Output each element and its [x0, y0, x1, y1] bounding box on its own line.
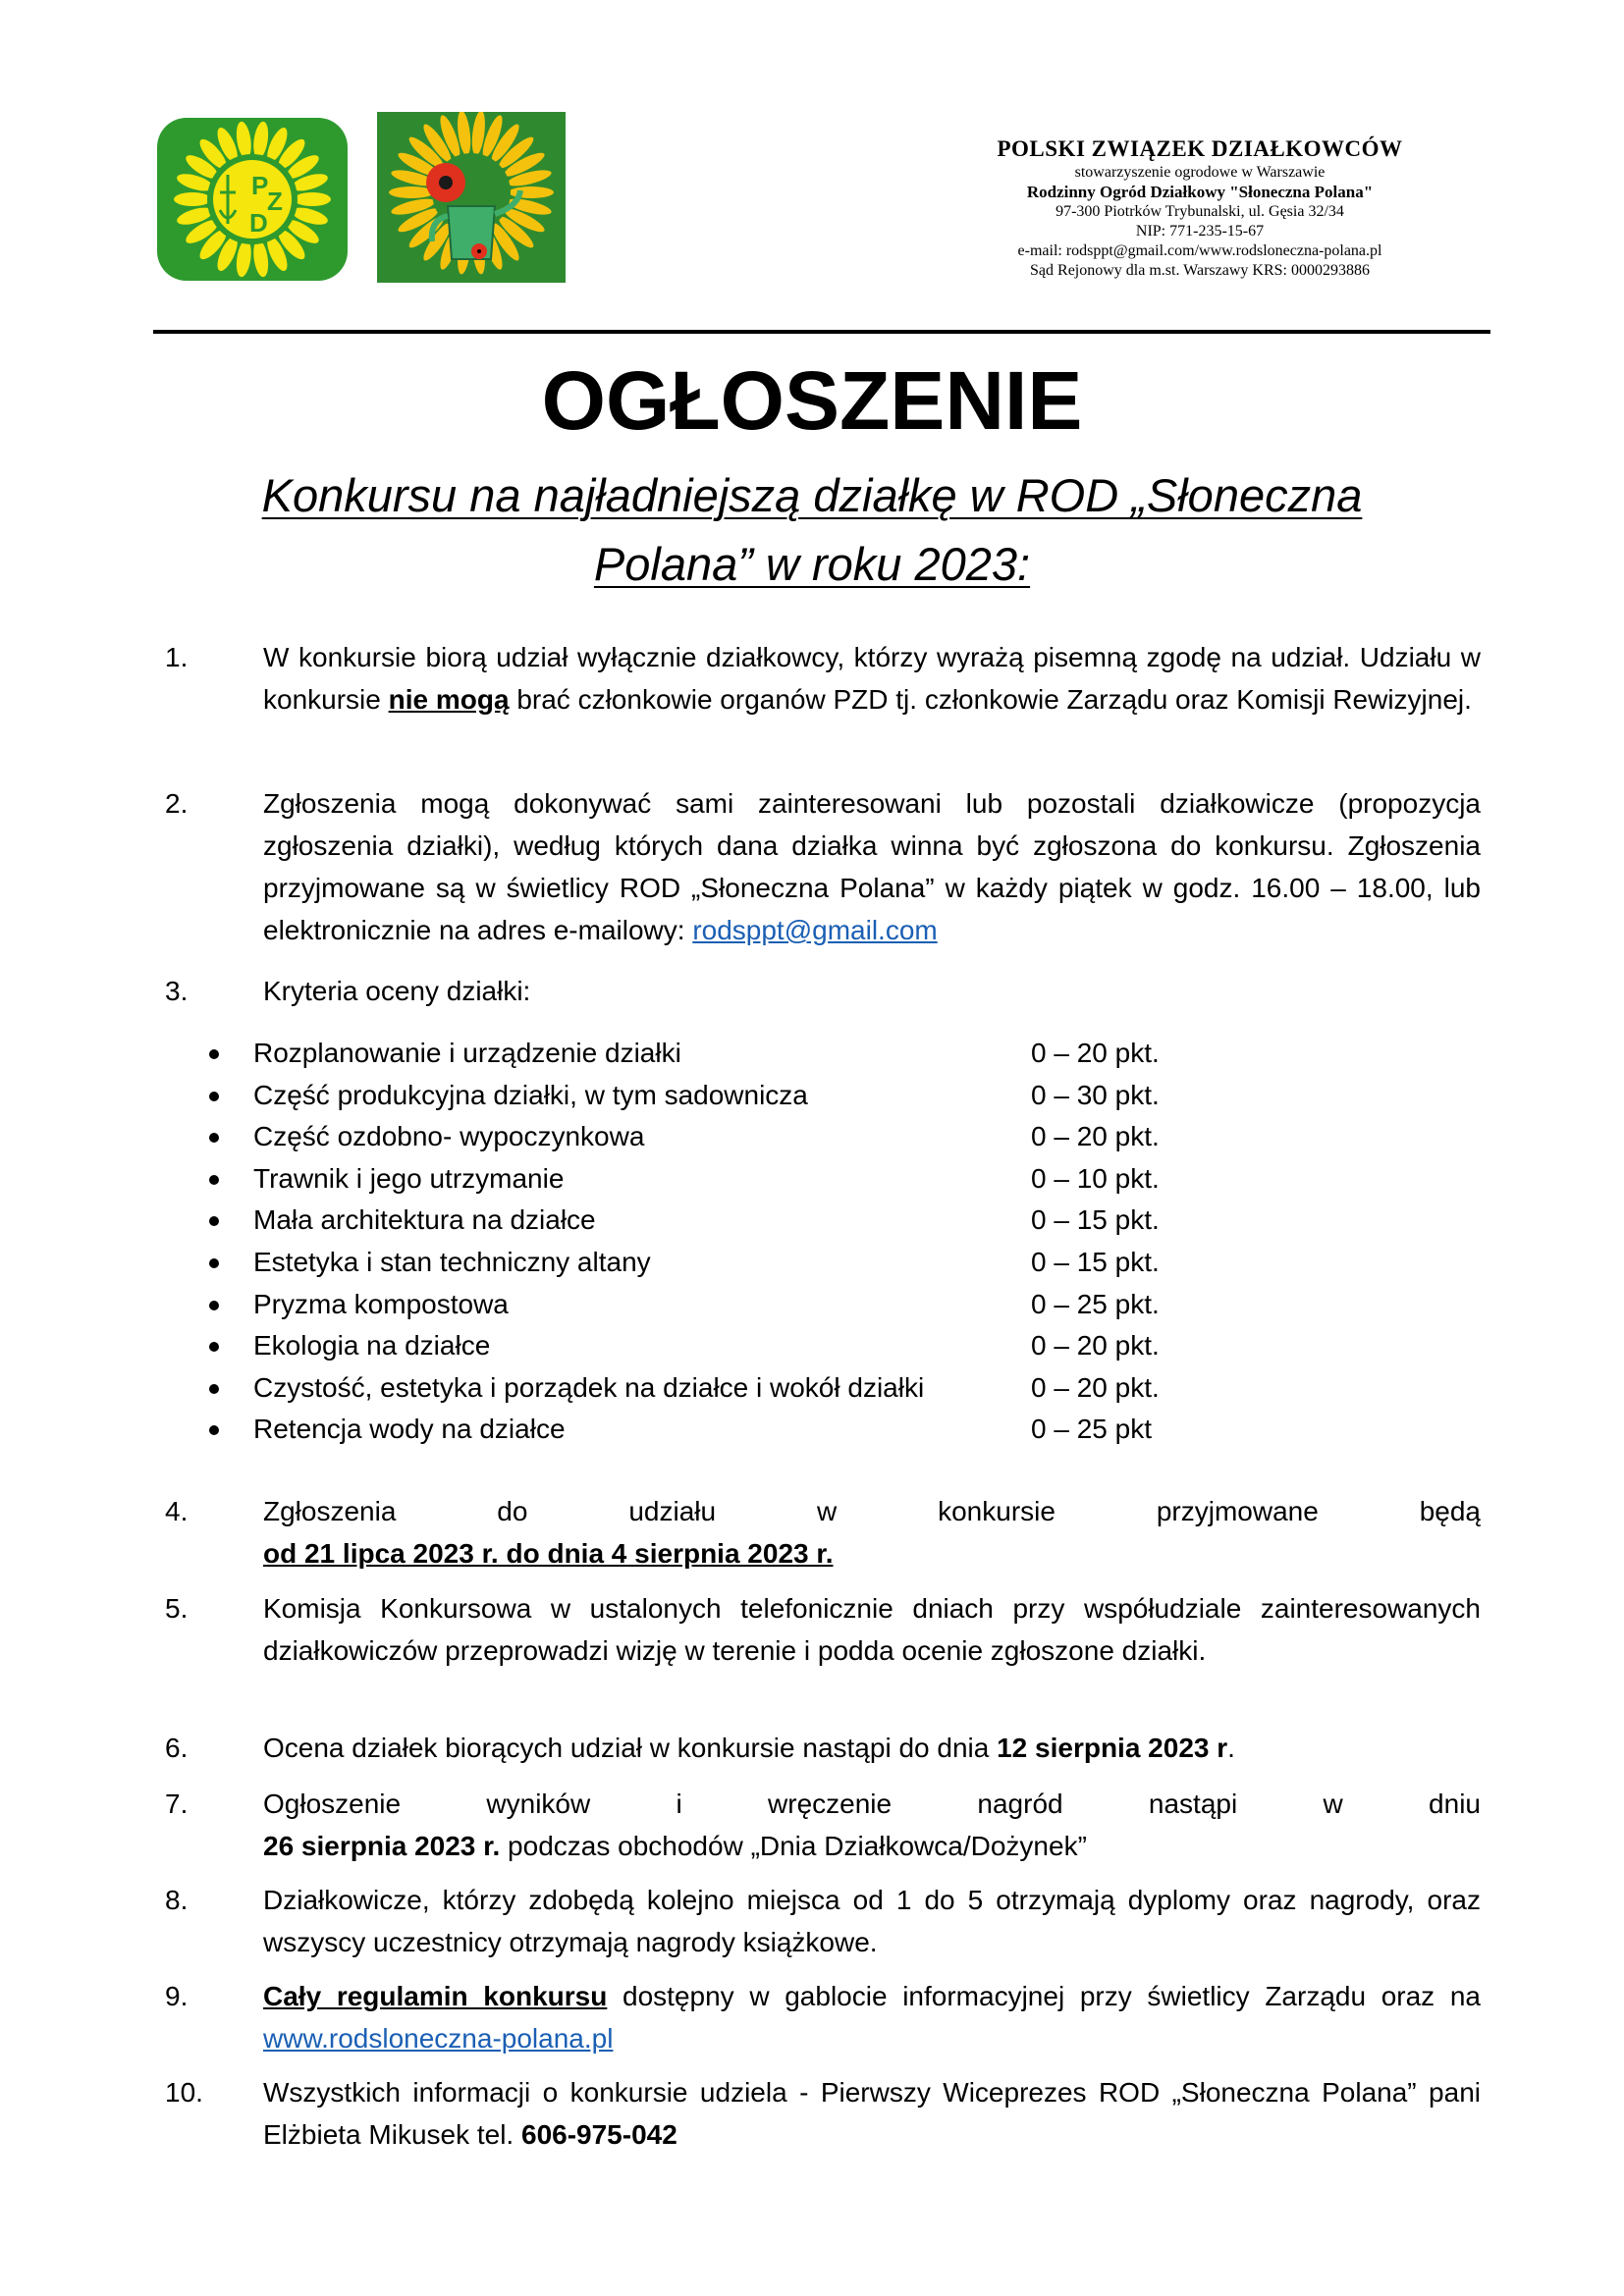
criteria-row [206, 1158, 1286, 1201]
criteria-points: 0 – 15 pkt. [1031, 1204, 1160, 1236]
item-text-part: W konkursie biorą udział wyłącznie działkowcy, którzy wyrażą pisemną zgodę na udział. Udziału w konkursie [263, 642, 1481, 715]
item-number: 3. [165, 976, 189, 1006]
website-link[interactable]: www.rodsloneczna-polana.pl [263, 2023, 614, 2054]
item-text-part: Zgłoszenia mogą dokonywać sami zainteresowani lub pozostali działkowicze (propozycja zgłoszenia działki), według których dana działka winna być zgłoszona do konkursu. Zgłoszenia przyjmowane są w świetlicy ROD „Słoneczna Polana” w każdy piątek w godz. 16.00 – 18.00, lub elektronicznie na adres e-mailowy: [263, 788, 1481, 945]
phone-number: 606-975-042 [521, 2119, 677, 2150]
criteria-name: Estetyka i stan techniczny altany [253, 1246, 651, 1277]
item-text-part: Ogłoszenie wyników i wręczenie nagród nastąpi w dniu [263, 1789, 1481, 1819]
page-subtitle [196, 461, 1428, 599]
item-text-part: Ocena działek biorących udział w konkursie nastąpi do dnia [263, 1733, 998, 1763]
court-registry: Sąd Rejonowy dla m.st. Warszawy KRS: 0000293886 [1030, 262, 1370, 279]
criteria-row [206, 1325, 1286, 1367]
criteria-points: 0 – 20 pkt. [1031, 1330, 1160, 1362]
item-text [263, 1727, 1481, 1769]
item-number: 2. [165, 788, 189, 819]
organization-header [945, 135, 1455, 281]
criteria-name: Rozplanowanie i urządzenie działki [253, 1038, 681, 1068]
criteria-name: Trawnik i jego utrzymanie [253, 1162, 565, 1194]
criteria-row [206, 1367, 1286, 1410]
item-number: 7. [165, 1789, 189, 1819]
item-text-bold: od 21 lipca 2023 r. do dnia 4 sierpnia 2023 r. [263, 1538, 834, 1569]
item-number: 10. [165, 2077, 203, 2108]
item-text-part: Zgłoszenia do udziału w konkursie przyjmowane będą [263, 1496, 1481, 1526]
email-link[interactable]: rodsppt@gmail.com [692, 915, 938, 945]
item-number: 8. [165, 1885, 189, 1915]
item-text [263, 636, 1481, 721]
criteria-name: Mała architektura na działce [253, 1204, 596, 1236]
pzd-letter-d: D [249, 208, 268, 238]
criteria-name: Ekologia na działce [253, 1330, 491, 1362]
address: 97-300 Piotrków Trybunalski, ul. Gęsia 32/34 [1056, 203, 1344, 220]
item-text [263, 1490, 1481, 1575]
item-text-part: dostępny w gablocie informacyjnej przy świetlicy Zarządu oraz na [607, 1981, 1482, 2011]
item-text [263, 1975, 1481, 2059]
criteria-points: 0 – 30 pkt. [1031, 1079, 1160, 1110]
criteria-row [206, 1075, 1286, 1117]
criteria-name: Czystość, estetyka i porządek na działce i wokół działki [253, 1371, 925, 1403]
pzd-letter-p: P [251, 171, 269, 200]
item-text-part: podczas obchodów „Dnia Działkowca/Dożynek” [500, 1831, 1087, 1861]
org-subtitle: stowarzyszenie ogrodowe w Warszawie [1074, 164, 1326, 181]
item-text [263, 2071, 1481, 2156]
pzd-logo [155, 116, 350, 283]
item-number: 4. [165, 1496, 189, 1526]
page-title: OGŁOSZENIE [541, 354, 1083, 447]
criteria-row [206, 1116, 1286, 1158]
item-text: Kryteria oceny działki: [263, 976, 531, 1006]
criteria-points: 0 – 15 pkt. [1031, 1246, 1160, 1277]
criteria-list [206, 1033, 1286, 1451]
subtitle-line-1: Konkursu na najładniejszą działkę w ROD „Słoneczna [261, 469, 1363, 521]
item-text-bold: 12 sierpnia 2023 r [997, 1733, 1228, 1763]
subtitle-line-2: Polana” w roku 2023: [593, 538, 1031, 590]
item-text [263, 782, 1481, 951]
criteria-points: 0 – 20 pkt. [1031, 1038, 1160, 1068]
item-number: 6. [165, 1733, 189, 1763]
nip: NIP: 771-235-15-67 [1135, 223, 1265, 240]
item-text-part: Wszystkich informacji o konkursie udziela - Pierwszy Wiceprezes ROD „Słoneczna Polana” pani Elżbieta Mikusek tel. [263, 2077, 1481, 2150]
rod-sloneczna-polana-logo [377, 112, 566, 283]
criteria-points: 0 – 20 pkt. [1031, 1121, 1160, 1152]
item-text [263, 1783, 1481, 1867]
criteria-row [206, 1200, 1286, 1242]
criteria-name: Część produkcyjna działki, w tym sadownicza [253, 1079, 808, 1110]
item-text-part: . [1227, 1733, 1235, 1763]
item-number: 9. [165, 1981, 189, 2011]
org-name: POLSKI ZWIĄZEK DZIAŁKOWCÓW [997, 136, 1403, 161]
item-text-bold: nie mogą [388, 684, 510, 715]
item-text-bold: Cały regulamin konkursu [263, 1981, 608, 2011]
criteria-name: Część ozdobno- wypoczynkowa [253, 1121, 645, 1152]
criteria-name: Pryzma kompostowa [253, 1288, 509, 1319]
criteria-points: 0 – 20 pkt. [1031, 1371, 1160, 1403]
garden-name: Rodzinny Ogród Działkowy "Słoneczna Polana" [1026, 183, 1374, 201]
item-text: Komisja Konkursowa w ustalonych telefonicznie dniach przy współudziale zainteresowanych działkowiczów przeprowadzi wizję w terenie i podda ocenie zgłoszone działki. [263, 1593, 1481, 1666]
header-divider [153, 330, 1490, 334]
email-www: e-mail: rodsppt@gmail.com/www.rodsloneczna-polana.pl [1017, 242, 1382, 259]
pzd-letter-z: Z [267, 187, 283, 216]
item-text-bold: 26 sierpnia 2023 r. [263, 1831, 501, 1861]
sun-ray [174, 192, 211, 206]
criteria-row [206, 1033, 1286, 1075]
criteria-points: 0 – 10 pkt. [1031, 1162, 1160, 1194]
criteria-name: Retencja wody na działce [253, 1414, 566, 1445]
item-number: 1. [165, 642, 189, 672]
sun-ray [294, 192, 331, 206]
item-text: Działkowicze, którzy zdobędą kolejno miejsca od 1 do 5 otrzymają dyplomy oraz nagrody, oraz wszyscy uczestnicy otrzymają nagrody książkowe. [263, 1885, 1481, 1957]
criteria-points: 0 – 25 pkt. [1031, 1288, 1160, 1319]
item-number: 5. [165, 1593, 189, 1624]
item-text-part: brać członkowie organów PZD tj. członkowie Zarządu oraz Komisji Rewizyjnej. [509, 684, 1472, 715]
sun-ray [509, 187, 554, 198]
criteria-row [206, 1409, 1286, 1451]
criteria-row [206, 1242, 1286, 1284]
criteria-points: 0 – 25 pkt [1031, 1414, 1152, 1445]
criteria-row [206, 1284, 1286, 1326]
